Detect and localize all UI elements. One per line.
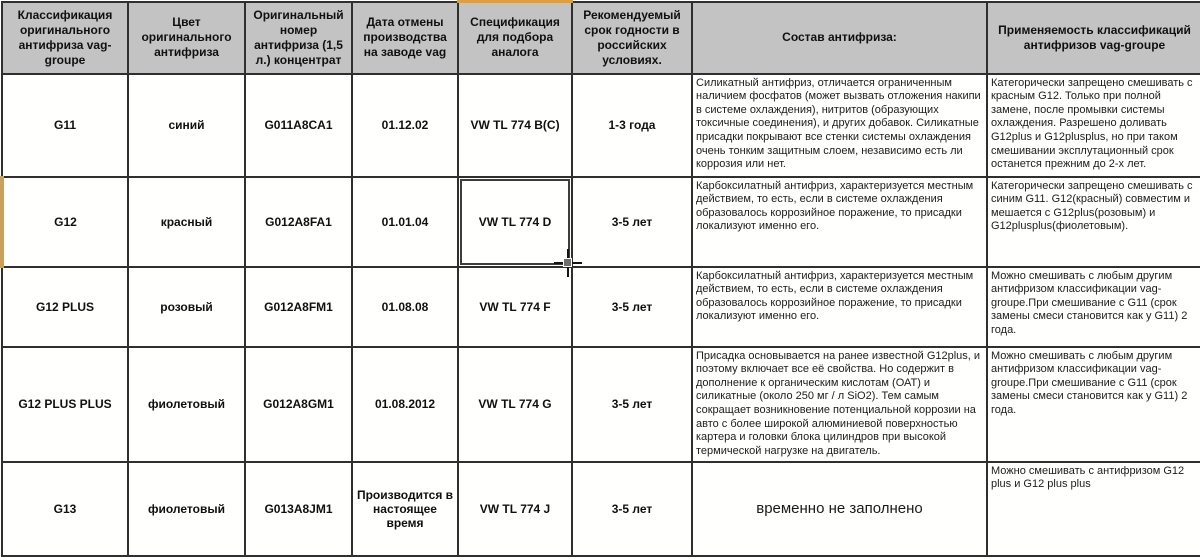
cell-g11-discontinued-date[interactable]: 01.12.02	[352, 74, 458, 177]
cell-g11-composition[interactable]: Силикатный антифриз, отличается ограниченным наличием фосфатов (может вызвать отложения накипи в системе охлаждения), нитритов (образующих токсичные соединения), и других добавок. Силикатные присадки покрывают все стенки системы охлаждения очень тонким защитным слоем, независимо есть ли коррозия или нет.	[692, 74, 987, 177]
cell-g13-discontinued-date[interactable]: Производится в настоящее время	[352, 462, 458, 556]
table-row-g13	[2, 462, 1200, 556]
table-row-g11	[2, 74, 1200, 177]
cell-g12-color[interactable]: красный	[128, 177, 245, 267]
table-row-g12plus	[2, 267, 1200, 347]
table-row-g12plusplus	[2, 347, 1200, 462]
column-header-discontinued-date[interactable]: Дата отмены производства на заводе vag	[352, 2, 458, 74]
cell-g12plusplus-part-number[interactable]: G012A8GM1	[245, 347, 352, 462]
cell-g11-color[interactable]: синий	[128, 74, 245, 177]
cell-g13-composition-empty[interactable]: временно не заполнено	[692, 462, 987, 556]
column-header-color[interactable]: Цвет оригинального антифриза	[128, 2, 245, 74]
cell-g11-mixing[interactable]: Категорически запрещено смешивать с красным G12. Только при полной замене, после промывки системы охлаждения. Разрешено доливать G12plus и G12plusplus, но при таком смешивании эксплутационный срок останется прежним до 2-х лет.	[987, 74, 1200, 177]
column-header-spec[interactable]: Спецификация для подбора аналога	[458, 2, 572, 74]
cell-g11-spec[interactable]: VW TL 774 B(C)	[458, 74, 572, 177]
cell-g12-mixing[interactable]: Категорически запрещено смешивать с синим G11. G12(красный) совместим и мешается с G12plus(розовым) и G12plusplus(фиолетовым).	[987, 177, 1200, 267]
cell-g12plusplus-discontinued-date[interactable]: 01.08.2012	[352, 347, 458, 462]
cell-g11-classification[interactable]: G11	[2, 74, 128, 177]
cell-g12plusplus-color[interactable]: фиолетовый	[128, 347, 245, 462]
column-header-part-number[interactable]: Оригинальный номер антифриза (1,5 л.) концентрат	[245, 2, 352, 74]
cell-g12plus-mixing[interactable]: Можно смешивать с любым другим антифризом классификации vag-groupe.При смешивание с G11 (срок замены смеси становится как у G11) 2 года.	[987, 267, 1200, 347]
table-row-g12	[2, 177, 1200, 267]
cell-g13-part-number[interactable]: G013A8JM1	[245, 462, 352, 556]
cell-g12plusplus-composition[interactable]: Присадка основывается на ранее известной G12plus, и поэтому включает все её свойства. Но содержит в дополнение к органическим кислотам (ОАТ) и силикатные (около 250 мг / л SiO2). Тем самым сокращает возникновение потенциальной коррозии на авто с более широкой алюминиевой поверхностью картера и головки блока цилиндров при высокой термической нагрузке на двигатель.	[692, 347, 987, 462]
cell-g13-classification[interactable]: G13	[2, 462, 128, 556]
cell-g12-composition[interactable]: Карбоксилатный антифриз, характеризуется местным действием, то есть, если в системе охлаждения образовалось коррозийное поражение, то присадки локализуют именно его.	[692, 177, 987, 267]
column-header-shelf-life[interactable]: Рекомендуемый срок годности в российских условиях.	[572, 2, 692, 74]
cell-g12-spec-selected[interactable]	[458, 177, 572, 267]
cell-g13-shelf-life[interactable]: 3-5 лет	[572, 462, 692, 556]
cell-g12plus-part-number[interactable]: G012A8FM1	[245, 267, 352, 347]
header-row	[2, 2, 1200, 74]
fill-handle[interactable]	[563, 258, 572, 267]
cell-g12-part-number[interactable]: G012A8FA1	[245, 177, 352, 267]
cell-g11-shelf-life[interactable]: 1-3 года	[572, 74, 692, 177]
cell-g12plusplus-classification[interactable]: G12 PLUS PLUS	[2, 347, 128, 462]
cell-g12plus-classification[interactable]: G12 PLUS	[2, 267, 128, 347]
cell-g12plus-color[interactable]: розовый	[128, 267, 245, 347]
cell-g12plus-shelf-life[interactable]: 3-5 лет	[572, 267, 692, 347]
cell-g12plus-discontinued-date[interactable]: 01.08.08	[352, 267, 458, 347]
cell-g12plus-spec[interactable]: VW TL 774 F	[458, 267, 572, 347]
column-header-composition[interactable]: Состав антифриза:	[692, 2, 987, 74]
cell-g12plus-composition[interactable]: Карбоксилатный антифриз, характеризуется местным действием, то есть, если в системе охлаждения образовалось коррозийное поражение, то присадки локализуют именно его.	[692, 267, 987, 347]
cell-g11-part-number[interactable]: G011A8CA1	[245, 74, 352, 177]
cell-g12-classification[interactable]: G12	[2, 177, 128, 267]
cell-g12-shelf-life[interactable]: 3-5 лет	[572, 177, 692, 267]
cell-g13-mixing[interactable]: Можно смешивать с антифризом G12 plus и G12 plus plus	[987, 462, 1200, 556]
column-header-mixing[interactable]: Применяемость классификаций антифризов vag-groupe	[987, 2, 1200, 74]
cell-g12plusplus-mixing[interactable]: Можно смешивать с любым другим антифризом классификации vag-groupe.При смешивание с G11 (срок замены смеси становится как у G11) 2 года.	[987, 347, 1200, 462]
cell-g12-discontinued-date[interactable]: 01.01.04	[352, 177, 458, 267]
cell-g13-spec[interactable]: VW TL 774 J	[458, 462, 572, 556]
selected-cell-value: VW TL 774 D	[478, 214, 552, 229]
cell-g12plusplus-shelf-life[interactable]: 3-5 лет	[572, 347, 692, 462]
cell-g12plusplus-spec[interactable]: VW TL 774 G	[458, 347, 572, 462]
column-header-classification[interactable]: Классификация оригинального антифриза vag-groupe	[2, 2, 128, 74]
cell-g13-color[interactable]: фиолетовый	[128, 462, 245, 556]
